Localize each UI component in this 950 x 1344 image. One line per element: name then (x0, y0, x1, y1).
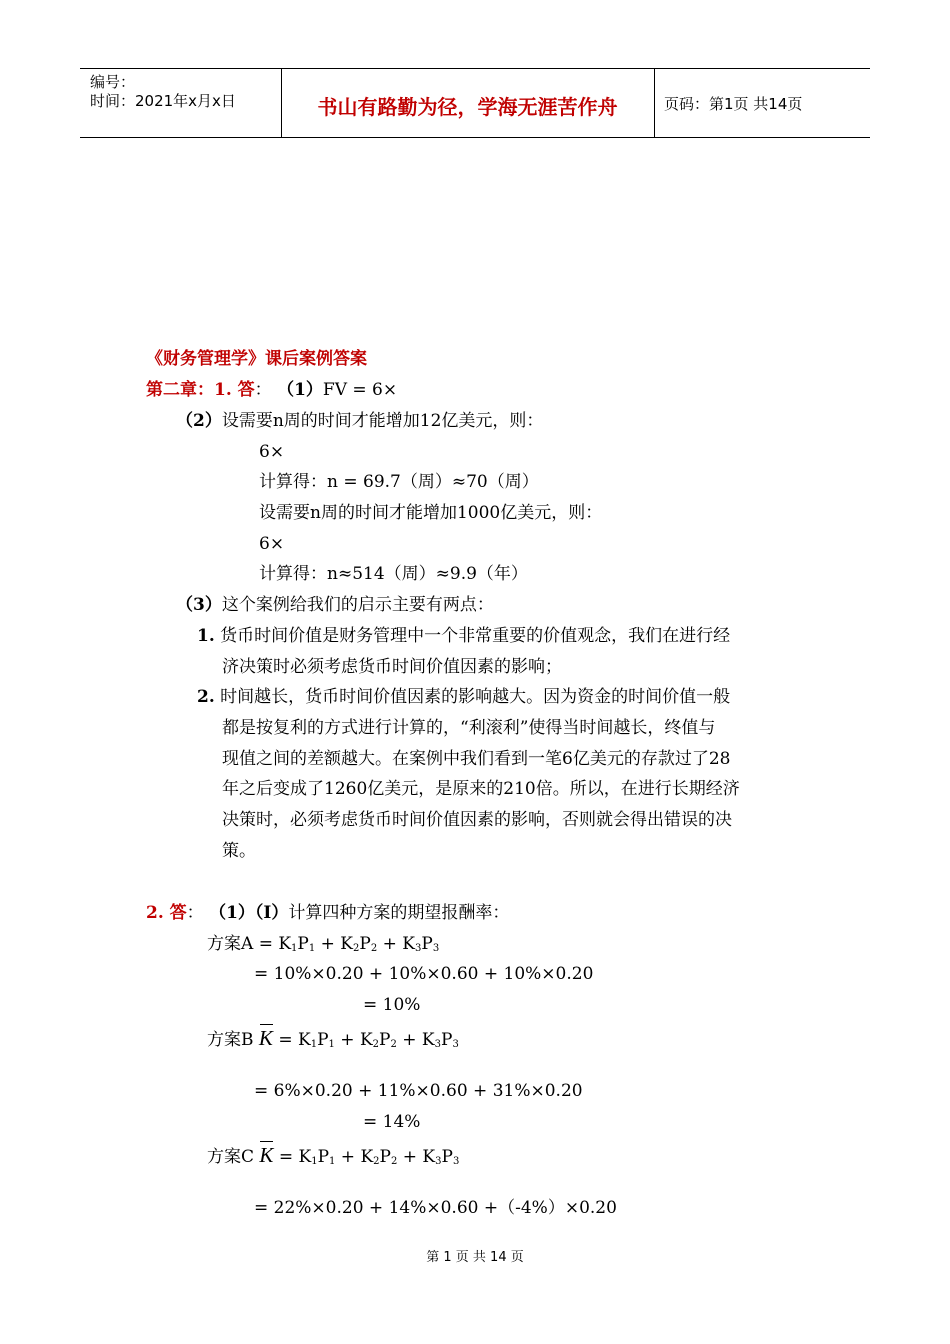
planB-label: 方案B (207, 1030, 254, 1050)
header-motto: 书山有路勤为径，学海无涯苦作舟 (317, 95, 618, 119)
item2-num: 2. (197, 687, 215, 707)
serial-label: 编号： (90, 73, 136, 91)
q1-line-c: 设需要n周的时间才能增加1000亿美元，则： (259, 503, 603, 523)
q1-part3-num: （3） (176, 595, 222, 615)
q1-part1-text: FV = 6× (322, 380, 398, 400)
item2-line1 (197, 685, 730, 709)
item2-line4: 年之后变成了1260亿美元，是原来的210倍。所以，在进行长期经济 (222, 779, 740, 799)
item1-line2: 济决策时必须考虑货币时间价值因素的影响； (222, 657, 562, 677)
q1-part2 (176, 409, 543, 433)
k-bar-symbol: K (259, 1143, 274, 1167)
planA-formula: = $K_1P_1 + K_2P_2 + K_3P_3$ (258, 934, 440, 954)
q2-line (146, 901, 509, 925)
q2-part1: （1）（I） (209, 903, 289, 923)
planB-result: = 14% (363, 1112, 421, 1132)
planB-line (207, 1026, 459, 1052)
planA-calc: = 10%×0.20 + 10%×0.60 + 10%×0.20 (254, 964, 594, 984)
k-bar-symbol: K (258, 1026, 273, 1050)
q1-part3 (176, 593, 494, 617)
time-label: 时间：2021年x月x日 (90, 92, 236, 110)
item1-num: 1. (197, 626, 215, 646)
planA-result: = 10% (363, 995, 421, 1015)
item1-text: 货币时间价值是财务管理中一个非常重要的价值观念，我们在进行经 (220, 626, 731, 646)
doc-title: 《财务管理学》课后案例答案 (146, 349, 367, 369)
planA-label: 方案A (207, 934, 254, 954)
planC-line (207, 1143, 459, 1169)
item2-line3: 现值之间的差额越大。在案例中我们看到一笔6亿美元的存款过了28 (222, 749, 731, 769)
item2-text: 时间越长，货币时间价值因素的影响越大。因为资金的时间价值一般 (220, 687, 731, 707)
planB-formula: = $K_1P_1 + K_2P_2 + K_3P_3$ (278, 1030, 459, 1050)
chapter-label: 第二章： (146, 380, 214, 400)
planA-line (207, 932, 439, 956)
q1-part2-num: （2） (176, 411, 222, 431)
q2-label: 2. 答 (146, 903, 187, 923)
q1-line-b: 计算得：n = 69.7（周）≈70（周） (259, 472, 539, 492)
q1-part1-num: （1） (277, 380, 323, 400)
q1-part2-text: 设需要n周的时间才能增加12亿美元，则： (221, 411, 544, 431)
q1-line-d: 6× (259, 534, 285, 554)
page-footer: 第 1 页 共 14 页 (426, 1250, 524, 1265)
header-meta (90, 73, 236, 111)
item2-line6: 策。 (222, 841, 256, 861)
q1-colon: ： (254, 380, 272, 400)
q1-line-e: 计算得：n≈514（周）≈9.9（年） (259, 564, 528, 584)
header-page-info: 页码：第1页 共14页 (664, 95, 803, 113)
q1-label: 1. 答 (214, 380, 255, 400)
page-header (80, 68, 870, 138)
item2-line2: 都是按复利的方式进行计算的，“利滚利”使得当时间越长，终值与 (222, 718, 716, 738)
item1-line1 (197, 624, 730, 648)
planC-label: 方案C (207, 1147, 255, 1167)
header-divider-2 (654, 69, 655, 137)
item2-line5: 决策时，必须考虑货币时间价值因素的影响，否则就会得出错误的决 (222, 810, 732, 830)
planC-formula: = $K_1P_1 + K_2P_2 + K_3P_3$ (278, 1147, 460, 1167)
planC-calc: = 22%×0.20 + 14%×0.60 +（-4%）×0.20 (254, 1198, 617, 1218)
q1-line (146, 378, 397, 402)
q1-line-a: 6× (259, 442, 285, 462)
q1-part3-text: 这个案例给我们的启示主要有两点： (221, 595, 494, 615)
q2-colon: ： (186, 903, 204, 923)
q2-part1-text: 计算四种方案的期望报酬率： (288, 903, 510, 923)
planB-calc: = 6%×0.20 + 11%×0.60 + 31%×0.20 (254, 1081, 583, 1101)
